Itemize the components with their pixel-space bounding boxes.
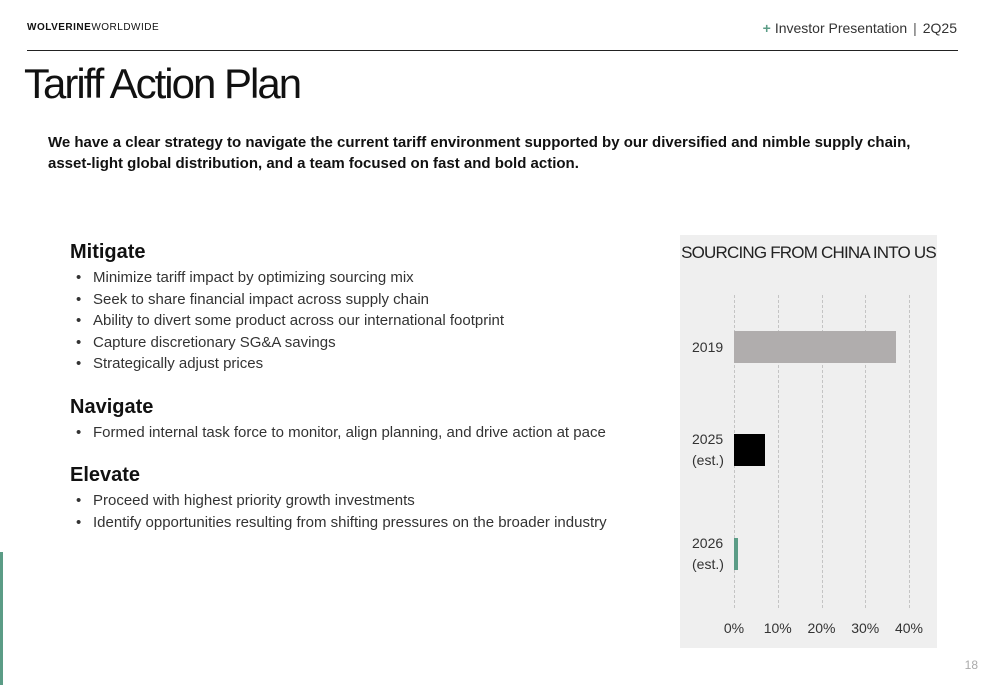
deck-period: 2Q25 [922, 20, 957, 36]
brand-logo [27, 22, 159, 33]
header-rule [27, 50, 958, 51]
list-item: • Minimize tariff impact by optimizing sourcing mix [76, 267, 504, 289]
sourcing-chart [680, 235, 937, 648]
list-item: • Proceed with highest priority growth investments [76, 490, 607, 512]
intro-text: We have a clear strategy to navigate the current tariff environment supported by our diversified and nimble supply chain, asset-light global distribution, and a team focused on fast and bold action. [48, 134, 911, 172]
category-label-year: 2026 [692, 535, 724, 551]
navigate-bullet-list [76, 422, 606, 444]
deck-name: Investor Presentation [774, 20, 908, 36]
list-item: • Identify opportunities resulting from shifting pressures on the broader industry [76, 512, 607, 534]
page-number: 18 [964, 658, 978, 672]
x-tick-label: 20% [807, 620, 836, 636]
list-item: • Capture discretionary SG&A savings [76, 332, 504, 354]
category-label-year: 2019 [692, 339, 724, 355]
list-item: • Ability to divert some product across our international footprint [76, 310, 504, 332]
x-tick-label: 40% [894, 620, 924, 636]
brand-logo-light: WORLDWIDE [91, 22, 160, 33]
deck-label [763, 20, 957, 36]
elevate-bullet-list [76, 490, 607, 533]
page-title: Tariff Action Plan [24, 60, 301, 107]
list-item: • Formed internal task force to monitor, align planning, and drive action at pace [76, 422, 606, 444]
section-heading-elevate: Elevate [70, 464, 141, 486]
list-item: • Strategically adjust prices [76, 353, 504, 375]
category-label-year: 2025 [692, 431, 724, 447]
section-heading-navigate: Navigate [70, 396, 154, 418]
category-label-note: (est.) [692, 452, 724, 468]
chart-bar [734, 434, 765, 466]
chart-bar [734, 331, 896, 363]
category-label [692, 533, 724, 575]
section-heading-mitigate: Mitigate [70, 241, 146, 263]
category-label-note: (est.) [692, 556, 724, 572]
chart-bar [734, 538, 738, 570]
plus-icon: + [762, 20, 771, 36]
category-label [692, 429, 724, 471]
x-tick-label: 30% [851, 620, 880, 636]
category-label [692, 337, 723, 358]
chart-title: SOURCING FROM CHINA INTO US [681, 243, 936, 262]
list-item: • Seek to share financial impact across supply chain [76, 289, 504, 311]
gridline [909, 295, 910, 608]
side-accent-bar [0, 552, 3, 685]
deck-separator: | [913, 20, 917, 36]
x-tick-label: 10% [763, 620, 792, 636]
mitigate-bullet-list [76, 267, 504, 375]
brand-logo-bold: WOLVERINE [27, 22, 92, 33]
x-tick-label: 0% [723, 620, 745, 636]
